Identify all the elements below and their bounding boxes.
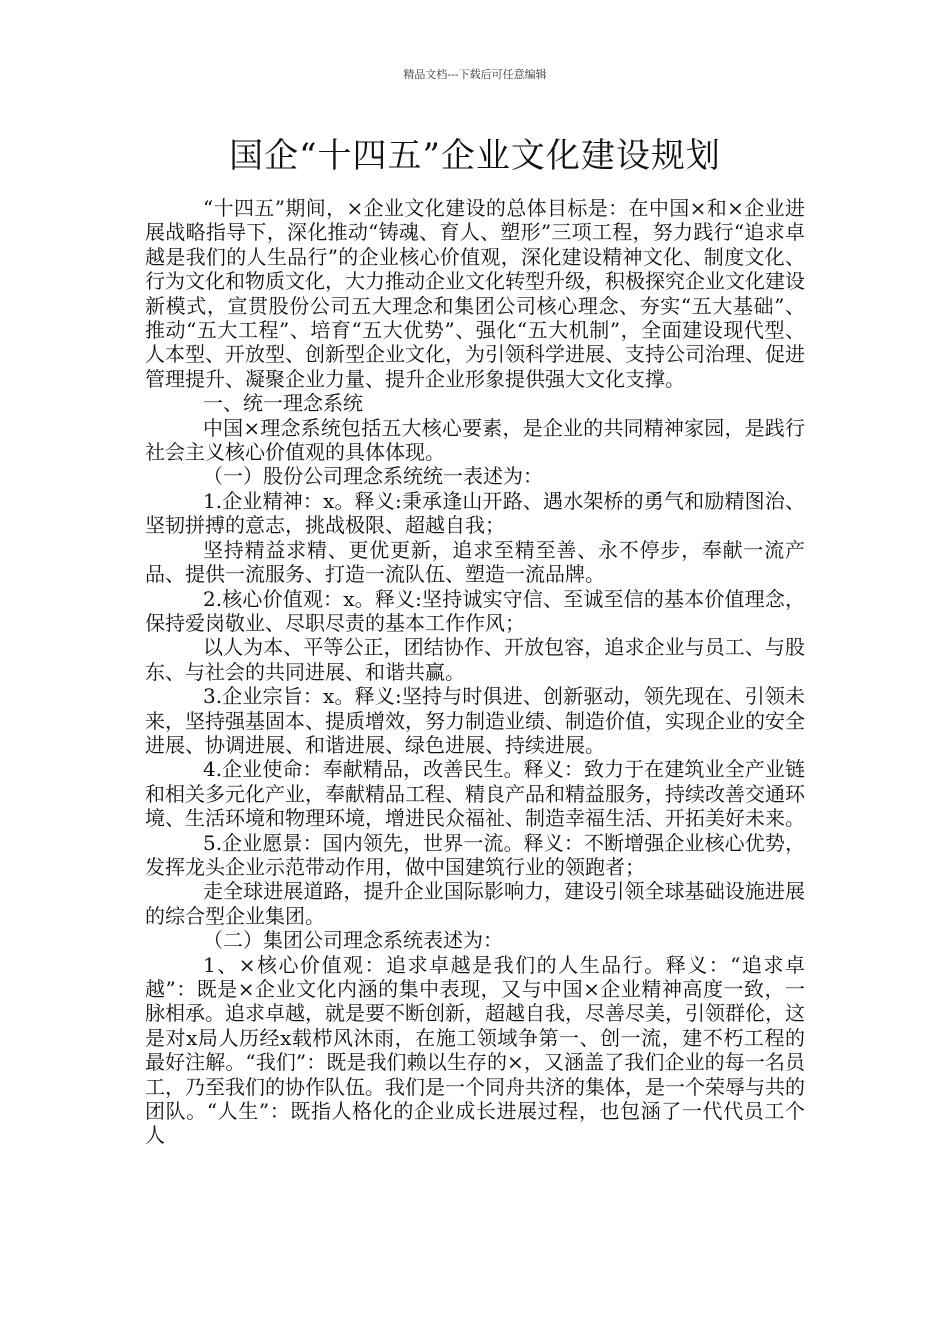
paragraph: 3.企业宗旨：x。释义:坚持与时俱进、创新驱动，领先现在、引领未来，坚持强基固本、提质增效，努力制造业绩、制造价值，实现企业的安全进展、协调进展、和谐进展、绿色进展、持续进展。 xyxy=(145,684,805,757)
document-title: 国企“十四五”企业文化建设规划 xyxy=(229,136,721,176)
document-body xyxy=(145,196,805,1148)
paragraph: 2.核心价值观：x。释义:坚持诚实守信、至诚至信的基本价值理念，保持爱岗敬业、尽职尽责的基本工作作风； xyxy=(145,586,805,635)
paragraph: 坚持精益求精、更优更新，追求至精至善、永不停步，奉献一流产品、提供一流服务、打造一流队伍、塑造一流品牌。 xyxy=(145,537,805,587)
paragraph: “十四五”期间，×企业文化建设的总体目标是：在中国×和×企业进展战略指导下，深化推动“铸魂、育人、塑形”三项工程，努力践行“追求卓越是我们的人生品行”的企业核心价值观，深化建设精神文化、制度文化、行为文化和物质文化，大力推动企业文化转型升级，积极探究企业文化建设新模式，宣贯股份公司五大理念和集团公司核心理念、夯实“五大基础”、推动“五大工程”、培育“五大优势”、强化“五大机制”，全面建设现代型、人本型、开放型、创新型企业文化，为引领科学进展、支持公司治理、促进管理提升、凝聚企业力量、提升企业形象提供强大文化支撑。 xyxy=(145,196,805,391)
section-heading: 一、统一理念系统 xyxy=(203,391,363,416)
paragraph: 以人为本、平等公正，团结协作、开放包容，追求企业与员工、与股东、与社会的共同进展、和谐共赢。 xyxy=(145,635,805,684)
paragraph: 1、×核心价值观：追求卓越是我们的人生品行。释义：“追求卓越”：既是×企业文化内涵的集中表现，又与中国×企业精神高度一致，一脉相承。追求卓越，就是要不断创新，超越自我，尽善尽美，引领群伦，这是对x局人历经x载栉风沐雨，在施工领域争第一、创一流，建不朽工程的最好注解。“我们”：既是我们赖以生存的×，又涵盖了我们企业的每一名员工，乃至我们的协作队伍。我们是一个同舟共济的集体，是一个荣辱与共的团队。“人生”：既指人格化的企业成长进展过程，也包涵了一代代员工个人 xyxy=(145,952,805,1148)
paragraph: 走全球进展道路，提升企业国际影响力，建设引领全球基础设施进展的综合型企业集团。 xyxy=(145,879,805,928)
subsection-heading: （一）股份公司理念系统统一表述为： xyxy=(203,464,543,489)
header-note: 精品文档---下载后可任意编辑 xyxy=(403,68,547,81)
paragraph: 1.企业精神：x。释义:秉承逢山开路、遇水架桥的勇气和励精图治、坚韧拼搏的意志，挑战极限、超越自我； xyxy=(145,488,805,538)
paragraph: 中国×理念系统包括五大核心要素，是企业的共同精神家园，是践行社会主义核心价值观的具体体现。 xyxy=(145,415,805,465)
paragraph: 5.企业愿景：国内领先，世界一流。释义：不断增强企业核心优势，发挥龙头企业示范带动作用，做中国建筑行业的领跑者； xyxy=(145,830,805,879)
subsection-heading: （二）集团公司理念系统表述为： xyxy=(203,928,503,953)
paragraph: 4.企业使命：奉献精品，改善民生。释义：致力于在建筑业全产业链和相关多元化产业，奉献精品工程、精良产品和精益服务，持续改善交通环境、生活环境和物理环境，增进民众福祉、制造幸福生活、开拓美好未来。 xyxy=(145,757,805,831)
